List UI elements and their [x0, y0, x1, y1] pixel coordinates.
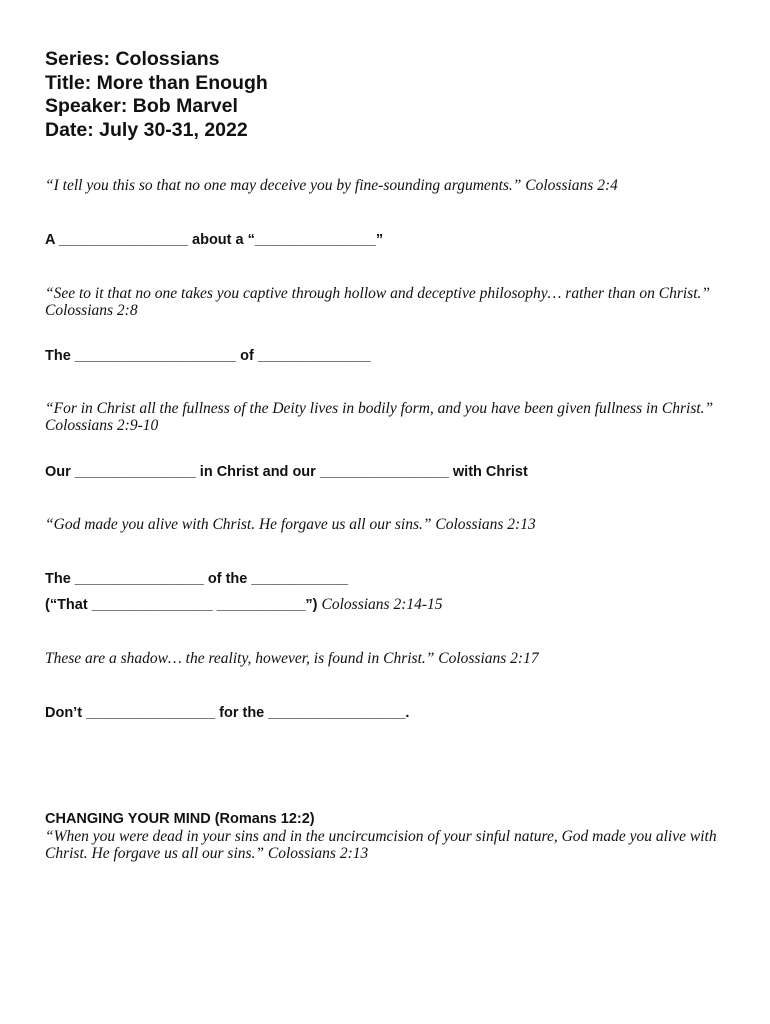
scripture-quote: “See to it that no one takes you captive through hollow and deceptive philosophy… rather than on Christ.” Colossians 2:8: [45, 285, 710, 319]
fill-in-blank-text: (“That _______________ ___________”): [45, 597, 318, 613]
scripture-quote: “God made you alive with Christ. He forgave us all our sins.” Colossians 2:13: [45, 516, 536, 533]
scripture-quote: “For in Christ all the fullness of the Deity lives in bodily form, and you have been given fullness in Christ.” Colossians 2:9-10: [45, 400, 714, 434]
scripture-reference: Colossians 2:14-15: [321, 596, 443, 613]
series-line: Series: Colossians: [45, 48, 220, 70]
date-line: Date: July 30-31, 2022: [45, 118, 248, 141]
fill-in-blank-line-with-reference: [45, 596, 443, 614]
sermon-header: [45, 48, 268, 142]
scripture-quote: These are a shadow… the reality, however, is found in Christ.” Colossians 2:17: [45, 650, 539, 667]
speaker-line: Speaker: Bob Marvel: [45, 95, 238, 117]
fill-in-blank-line: A ________________ about a “_______________”: [45, 232, 384, 248]
title-line: Title: More than Enough: [45, 71, 268, 94]
scripture-quote: “I tell you this so that no one may deceive you by fine-sounding arguments.” Colossians 2:4: [45, 177, 618, 194]
fill-in-blank-line: Don’t ________________ for the _________________.: [45, 705, 410, 721]
section-title: CHANGING YOUR MIND (Romans 12:2): [45, 811, 315, 827]
fill-in-blank-line: The ____________________ of ______________: [45, 348, 371, 364]
fill-in-blank-line: The ________________ of the ____________: [45, 571, 349, 587]
fill-in-blank-line: Our _______________ in Christ and our ________________ with Christ: [45, 464, 528, 480]
scripture-quote: “When you were dead in your sins and in the uncircumcision of your sinful nature, God made you alive with Christ. He forgave us all our sins.” Colossians 2:13: [45, 828, 717, 862]
